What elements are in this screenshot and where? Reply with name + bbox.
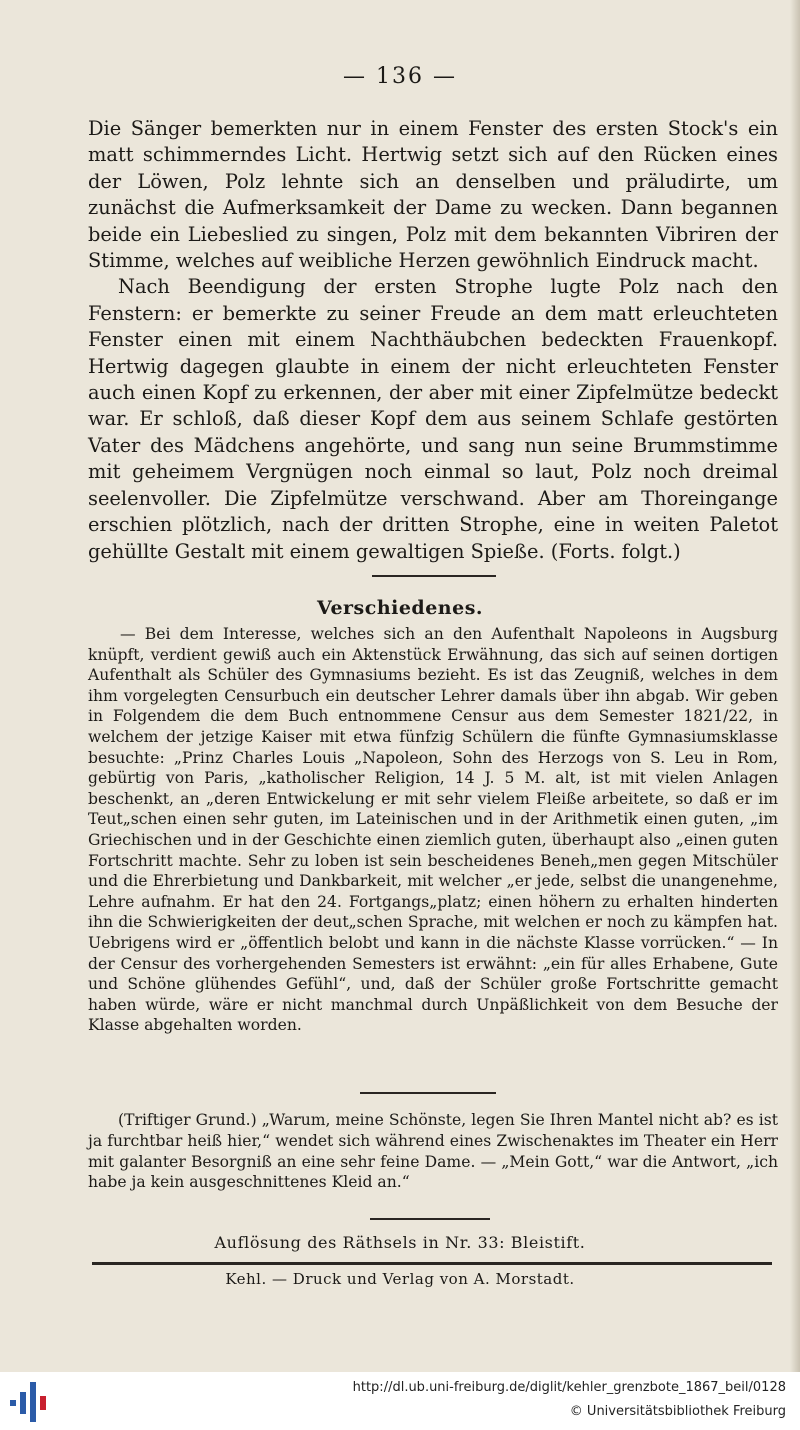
story-paragraph: Die Sänger bemerkten nur in einem Fenster des ersten Stock's ein matt schimmerndes Licht. Hertwig setzt sich auf den Rücken eines der Löwen, Polz lehnte sich an denselben und präludirte, um zunächst die Aufmerksamkeit der Dame zu wecken. Dann begannen beide ein Liebeslied zu singen, Polz mit dem bekannten Vibriren der Stimme, welches auf weibliche Herzen gewöhnlich Eindruck macht.: [88, 117, 778, 273]
source-url-link[interactable]: http://dl.ub.uni-freiburg.de/diglit/kehler_grenzbote_1867_beil/0128: [352, 1380, 786, 1395]
copyright-notice: © Universitätsbibliothek Freiburg: [569, 1404, 786, 1419]
story-paragraph: Nach Beendigung der ersten Strophe lugte Polz nach den Fenstern: er bemerkte zu seiner Freude an dem matt erleuchteten Fenster einen mit einem Nachthäubchen bedeckten Frauenkopf. Hertwig dagegen glaubte in einem der nicht erleuchteten Fenster auch einen Kopf zu erkennen, der aber mit einer Zipfelmütze bedeckt war. Er schloß, daß dieser Kopf dem aus seinem Schlafe gestörten Vater des Mädchens angehörte, und sang nun seine Brummstimme mit geheimem Vergnügen noch einmal so laut, Polz noch dreimal seelenvoller. Die Zipfelmütze verschwand. Aber am Thoreingange erschien plötzlich, nach der dritten Strophe, eine in weiten Paletot gehüllte Gestalt mit einem gewaltigen Spieße. (Forts. folgt.): [88, 275, 778, 563]
imprint-rule: [92, 1262, 772, 1265]
miscellany-article: [88, 624, 778, 1036]
riddle-solution: Auflösung des Räthsels in Nr. 33: Bleistift.: [214, 1233, 586, 1252]
page-number: — 136 —: [343, 64, 457, 89]
section-title: Verschiedenes.: [316, 597, 484, 619]
article-divider: [360, 1092, 496, 1094]
library-logo-icon: [8, 1382, 50, 1422]
section-divider: [372, 575, 496, 577]
solution-rule-top: [370, 1218, 490, 1220]
anecdote: [88, 1110, 778, 1193]
anecdote-paragraph: (Triftiger Grund.) „Warum, meine Schönste, legen Sie Ihren Mantel nicht ab? es ist ja furchtbar heiß hier,“ wendet sich während eines Zwischenaktes im Theater ein Herr mit galanter Besorgniß an eine sehr feine Dame. — „Mein Gott,“ war die Antwort, „ich habe ja kein ausgeschnittenes Kleid an.“: [88, 1111, 778, 1192]
imprint: Kehl. — Druck und Verlag von A. Morstadt.: [225, 1270, 575, 1288]
story-continuation: [88, 116, 778, 565]
page-edge-shadow: [790, 0, 800, 1372]
napoleon-report-paragraph: — Bei dem Interesse, welches sich an den Aufenthalt Napoleons in Augsburg knüpft, verdient gewiß auch ein Aktenstück Erwähnung, das sich auf seinen dortigen Aufenthalt als Schüler des Gymnasiums bezieht. Es ist das Zeugniß, welches in dem ihm vorgelegten Censurbuch ein deutscher Lehrer damals über ihn abgab. Wir geben in Folgendem die dem Buch entnommene Censur aus dem Semester 1821/22, in welchem der jetzige Kaiser mit etwa fünfzig Schülern die fünfte Gymnasiumsklasse besuchte: „Prinz Charles Louis „Napoleon, Sohn des Herzogs von S. Leu in Rom, gebürtig von Paris, „katholischer Religion, 14 J. 5 M. alt, ist mit vielen Anlagen beschenkt, an „deren Entwickelung er mit sehr vielem Fleiße arbeitete, so daß er im Teut„schen einen sehr guten, im Lateinischen und in der Arithmetik einen guten, „im Griechischen und in der Geschichte einen ziemlich guten, überhaupt also „einen guten Fortschritt machte. Sehr zu loben ist sein bescheidenes Beneh„men gegen Mitschüler und die Ehrerbietung und Dankbarkeit, mit welcher „er jede, selbst die unangenehme, Lehre aufnahm. Er hat den 24. Fortgangs„platz; einen höhern zu erhalten hinderten ihn die Schwierigkeiten der deut„schen Sprache, mit welchen er noch zu kämpfen hat. Uebrigens wird er „öffentlich belobt und kann in die nächste Klasse vorrücken.“ — In der Censur des vorhergehenden Semesters ist erwähnt: „ein für alles Erhabene, Gute und Schöne glühendes Gefühl“, und, daß der Schüler große Fortschritte gemacht haben würde, wäre er nicht manchmal durch Unpäßlichkeit von dem Besuche der Klasse abgehalten worden.: [88, 625, 778, 1035]
viewer-footer: [0, 1372, 800, 1430]
